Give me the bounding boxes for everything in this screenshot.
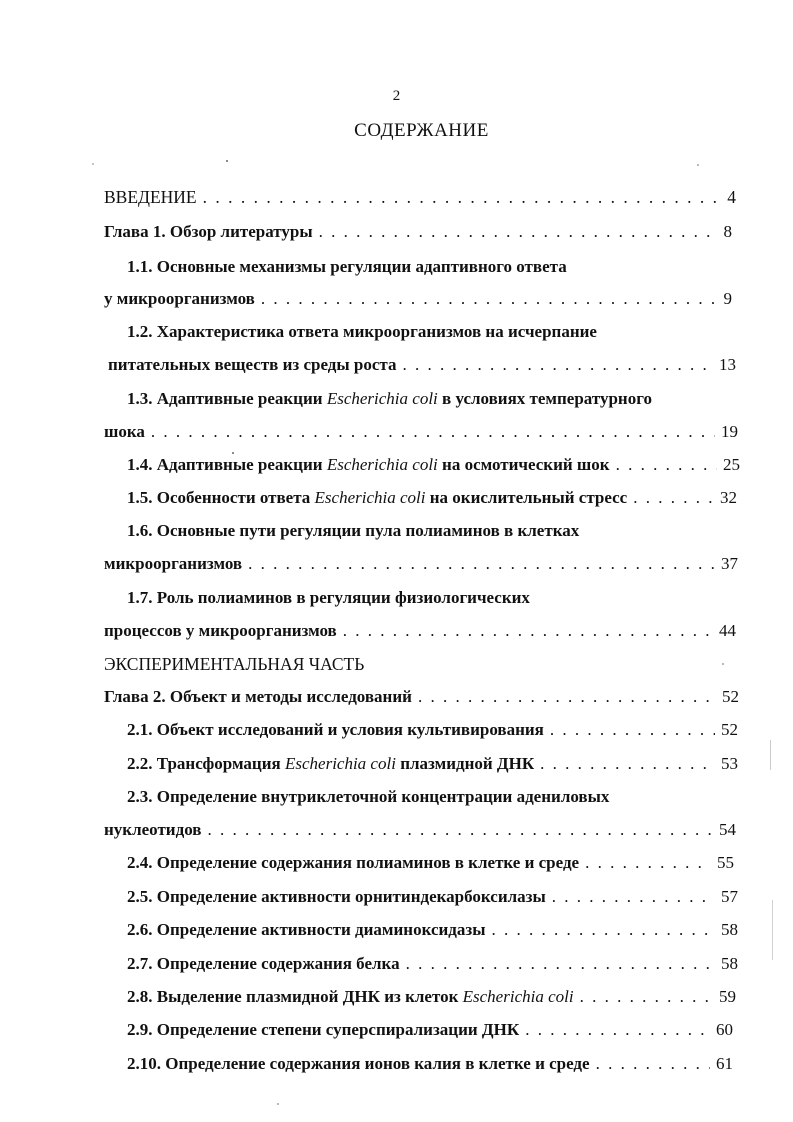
toc-entry-2-4 [127,852,734,874]
toc-page: 57 [721,887,738,906]
toc-label: нуклеотидов [104,820,202,839]
toc-page: 44 [719,621,736,640]
toc-label: 2.7. Определение содержания белка [127,954,400,973]
toc-entry-1-2-line1: 1.2. Характеристика ответа микроорганизмов на исчерпание [127,322,597,341]
toc-label: Глава 2. Объект и методы исследований [104,687,412,706]
scan-speck [232,452,234,454]
toc-label-species: Escherichia coli [462,987,574,1006]
toc-page: 52 [722,687,739,706]
toc-page: 58 [721,920,738,939]
toc-label: 2.1. Объект исследований и условия культивирования [127,720,544,739]
toc-label: ВВЕДЕНИЕ [104,187,197,207]
page-title: СОДЕРЖАНИЕ [354,120,489,141]
toc-leader-dots [403,354,714,376]
toc-leader-dots [540,753,715,775]
toc-leader-dots [525,1019,710,1041]
toc-entry-2-1 [127,719,738,741]
toc-label-part: 1.3. Адаптивные реакции [127,389,327,408]
toc-leader-dots [550,719,715,741]
toc-entry-2-6 [127,919,738,941]
toc-entry-1-2 [108,354,736,376]
toc-entry-1-7-line1: 1.7. Роль полиаминов в регуляции физиологических [127,588,530,607]
toc-label-species: Escherichia coli [326,389,438,408]
scan-speck [226,160,228,162]
toc-leader-dots [492,919,716,941]
toc-entry-2-7 [127,953,738,975]
toc-leader-dots [343,620,713,642]
toc-page: 19 [721,422,738,441]
toc-entry-introduction [104,186,736,208]
toc-page: 4 [727,187,736,207]
toc-label: 2.10. Определение содержания ионов калия в клетке и среде [127,1054,590,1073]
toc-entry-1-1-line1: 1.1. Основные механизмы регуляции адаптивного ответа [127,257,567,276]
scan-edge-mark [772,900,773,960]
toc-page: 54 [719,820,736,839]
scan-edge-mark [770,740,771,770]
toc-label: микроорганизмов [104,554,243,573]
toc-page: 13 [719,355,736,374]
toc-label: шока [104,422,145,441]
toc-page: 32 [720,488,737,507]
toc-label: 2.8. Выделение плазмидной ДНК из клеток Escherichia coli [127,987,574,1006]
toc-entry-2-8 [127,986,736,1008]
toc-page: 61 [716,1054,733,1073]
toc-label: 2.9. Определение степени суперспирализации ДНК [127,1020,520,1039]
toc-page: 53 [721,754,738,773]
scan-speck [697,164,699,166]
toc-label-species: Escherichia coli [284,754,396,773]
toc-leader-dots [552,886,715,908]
toc-label: питательных веществ из среды роста [108,355,397,374]
toc-entry-2-9 [127,1019,733,1041]
toc-leader-dots [207,819,713,841]
toc-page: 37 [721,554,738,573]
toc-entry-2-3 [104,819,736,841]
toc-leader-dots [596,1053,710,1075]
toc-label: 2.2. Трансформация Escherichia coli плазмидной ДНК [127,754,535,773]
toc-label: 1.4. Адаптивные реакции Escherichia coli на осмотический шок [127,455,610,474]
scan-speck [92,163,94,165]
toc-leader-dots [319,221,718,243]
toc-entry-2-5 [127,886,738,908]
toc-page: 25 [723,455,740,474]
toc-entry-1-6-line1: 1.6. Основные пути регуляции пула полиаминов в клетках [127,521,580,540]
toc-page: 55 [717,853,734,872]
scan-speck [722,663,724,665]
toc-page: 8 [723,222,732,241]
toc-label-species: Escherichia coli [326,455,438,474]
toc-label: 1.5. Особенности ответа Escherichia coli на окислительный стресс [127,488,628,507]
toc-label: Глава 1. Обзор литературы [104,222,313,241]
toc-leader-dots [151,421,715,443]
toc-entry-chapter-2 [104,686,739,708]
toc-leader-dots [633,487,714,509]
toc-page: 60 [716,1020,733,1039]
toc-label: 2.4. Определение содержания полиаминов в клетке и среде [127,853,580,872]
toc-leader-dots [261,288,718,310]
toc-label-species: Escherichia coli [314,488,426,507]
toc-entry-2-2 [127,753,738,775]
toc-label-part: в условиях температурного [437,389,653,408]
toc-entry-2-10 [127,1053,733,1075]
toc-entry-1-1 [104,288,732,310]
toc-label: процессов у микроорганизмов [104,621,337,640]
toc-entry-2-3-line1: 2.3. Определение внутриклеточной концентрации адениловых [127,787,610,806]
toc-leader-dots [203,186,722,208]
toc-page: 9 [723,289,732,308]
toc-entry-1-4 [127,454,740,476]
toc-leader-dots [248,553,715,575]
toc-leader-dots [616,454,717,476]
toc-entry-1-7 [104,620,736,642]
toc-label: 2.5. Определение активности орнитиндекарбоксилазы [127,887,546,906]
toc-leader-dots [580,986,713,1008]
toc-page: 52 [721,720,738,739]
toc-page: 59 [719,987,736,1006]
toc-page: 58 [721,954,738,973]
toc-entry-chapter-1 [104,221,732,243]
toc-leader-dots [585,852,711,874]
page-number: 2 [392,88,401,104]
scan-speck [277,1103,279,1105]
toc-label: 2.6. Определение активности диаминоксидазы [127,920,486,939]
toc-section-experimental: ЭКСПЕРИМЕНТАЛЬНАЯ ЧАСТЬ [104,654,365,674]
toc-entry-1-5 [127,487,737,509]
toc-label: у микроорганизмов [104,289,255,308]
toc-entry-1-3 [104,421,738,443]
toc-leader-dots [406,953,715,975]
toc-entry-1-3-line1 [127,388,652,410]
toc-entry-1-6 [104,553,738,575]
toc-leader-dots [418,686,716,708]
